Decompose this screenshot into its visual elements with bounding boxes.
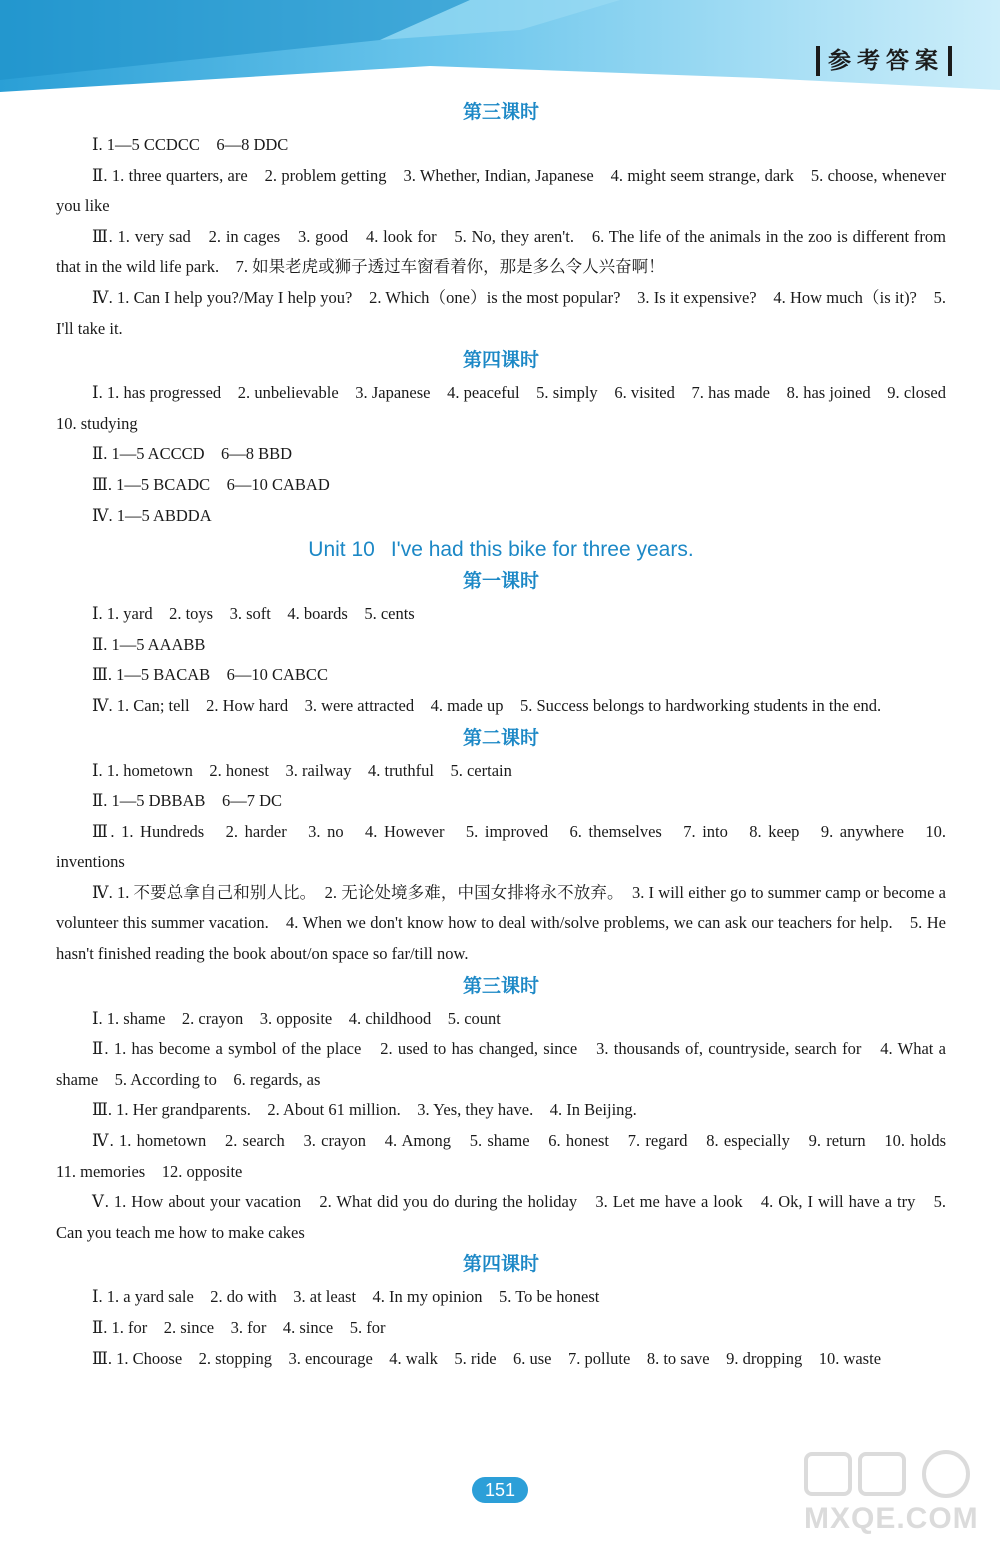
answer-site-logo-icon [796,1446,986,1506]
lesson-title: 第四课时 [462,1253,539,1276]
answer-line: Ⅰ. 1. a yard sale 2. do with 3. at least 4. In my opinion 5. To be honest [92,1287,600,1307]
answer-line: Ⅲ. 1—5 BACAB 6—10 CABCC [92,665,328,685]
answer-line: Ⅳ. 1—5 ABDDA [92,505,212,525]
lesson-title: 第三课时 [462,974,539,997]
answer-line: Ⅲ. 1. Her grandparents. 2. About 61 million. 3. Yes, they have. 4. In Beijing. [92,1100,637,1120]
answer-line: Ⅱ. 1—5 DBBAB 6—7 DC [92,791,282,811]
answer-line: Ⅴ. 1. How about your vacation 2. What did you do during the holiday 3. Let me have a look 4. Ok, I will have a try 5. Can you teach me how to make cakes [56,1192,946,1242]
unit-number: Unit 10 [308,538,375,562]
answer-line: Ⅱ. 1—5 ACCCD 6—8 BBD [92,444,293,464]
unit-title [56,537,946,563]
unit-subtitle: I've had this bike for three years. [390,538,694,562]
answer-line: Ⅲ. 1. very sad 2. in cages 3. good 4. look for 5. No, they aren't. 6. The life of the animals in the zoo is different from that in the wild life park. 7. 如果老虎或狮子透过车窗看着你，那是多么令人兴奋啊！ [56,226,946,277]
lesson-title: 第二课时 [462,726,539,749]
answer-line: Ⅰ. 1. hometown 2. honest 3. railway 4. truthful 5. certain [92,760,512,780]
answer-content [56,96,963,1374]
page-number: 151 [472,1477,528,1503]
answer-line: Ⅰ. 1. yard 2. toys 3. soft 4. boards 5. cents [92,604,415,624]
answer-key-label: 参考答案 [816,46,952,76]
answer-line: Ⅱ. 1. for 2. since 3. for 4. since 5. for [92,1318,386,1337]
answer-line: Ⅲ. 1. Choose 2. stopping 3. encourage 4. walk 5. ride 6. use 7. pollute 8. to save 9. dropping 10. waste [92,1348,882,1368]
answer-line: Ⅰ. 1. has progressed 2. unbelievable 3. Japanese 4. peaceful 5. simply 6. visited 7. has made 8. has joined 9. closed 10. studying [56,383,963,433]
answer-line: Ⅳ. 1. Can I help you?/May I help you? 2. Which（one）is the most popular? 3. Is it expensive? 4. How much（is it)? 5. I'll take it. [56,287,946,338]
lesson-title: 第四课时 [462,349,539,372]
watermark-logo [796,1446,986,1540]
answer-line: Ⅲ. 1—5 BCADC 6—10 CABAD [92,474,330,494]
answer-line: Ⅳ. 1. hometown 2. search 3. crayon 4. Among 5. shame 6. honest 7. regard 8. especially 9. return 10. holds 11. memories 12. opposite [56,1131,963,1181]
answer-line: Ⅰ. 1. shame 2. crayon 3. opposite 4. childhood 5. count [92,1008,501,1028]
watermark-text: MXQE.COM [804,1502,979,1535]
answer-line: Ⅳ. 1. Can; tell 2. How hard 3. were attracted 4. made up 5. Success belongs to hardworking students in the end. [92,695,882,715]
answer-line: Ⅱ. 1. has become a symbol of the place 2. used to has changed, since 3. thousands of, countryside, search for 4. What a shame 5. According to 6. regards, as [56,1039,946,1089]
answer-line: Ⅱ. 1. three quarters, are 2. problem getting 3. Whether, Indian, Japanese 4. might seem strange, dark 5. choose, whenever you like [56,165,946,216]
answer-line: Ⅳ. 1. 不要总拿自己和别人比。 2. 无论处境多难，中国女排将永不放弃。 3. I will either go to summer camp or become a volunteer this summer vacation. 4. When we don't know how to deal with/solve problems, we can ask our teachers for help. 5. He hasn't finished reading the book about/on space so far/till now. [56,882,946,964]
answer-line: Ⅲ. 1. Hundreds 2. harder 3. no 4. However 5. improved 6. themselves 7. into 8. keep 9. anywhere 10. inventions [56,821,946,872]
answer-line: Ⅱ. 1—5 AAABB [92,634,206,654]
header-banner [0,0,1000,100]
answer-line: Ⅰ. 1—5 CCDCC 6—8 DDC [92,135,289,154]
lesson-title: 第三课时 [462,101,539,123]
lesson-title: 第一课时 [462,570,539,593]
